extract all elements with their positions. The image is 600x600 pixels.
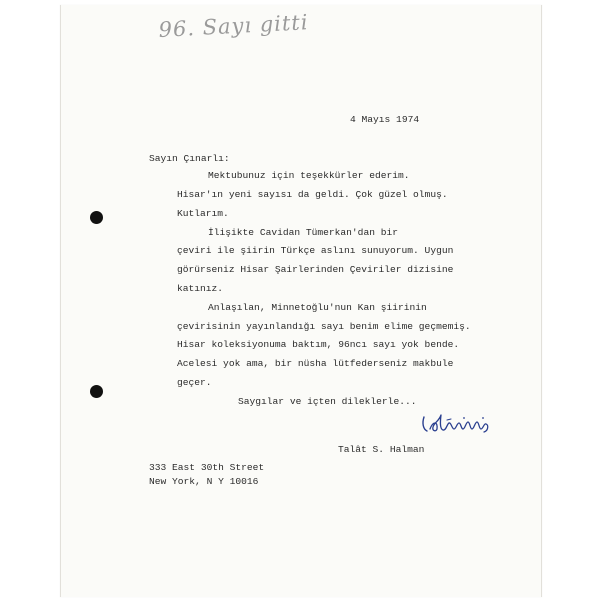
binder-hole-bottom — [90, 385, 103, 398]
sender-address-line: 333 East 30th Street — [149, 462, 265, 473]
binder-hole-top — [90, 211, 103, 224]
letter-line: çeviri ile şiirin Türkçe aslını sunuyorum. Uygun — [177, 245, 454, 256]
letter-line: çevirisinin yayınlandığı sayı benim elime geçmemiş. — [177, 321, 471, 332]
letter-line: katınız. — [177, 283, 224, 294]
sender-address-line: New York, N Y 10016 — [149, 476, 259, 487]
letter-line: Mektubunuz için teşekkürler ederim. — [208, 170, 410, 181]
letter-line: Acelesi yok ama, bir nüsha lütfederseniz makbule — [177, 358, 454, 369]
letter-line: görürseniz Hisar Şairlerinden Çeviriler dizisine — [177, 264, 454, 275]
letter-page — [60, 5, 542, 597]
letter-salutation: Sayın Çınarlı: — [149, 153, 230, 164]
letter-line: Hisar'ın yeni sayısı da geldi. Çok güzel olmuş. — [177, 189, 448, 200]
letter-line: İlişikte Cavidan Tümerkan'dan bir — [208, 227, 398, 238]
letter-line: Kutlarım. — [177, 208, 229, 219]
letter-line: Hisar koleksiyonuma baktım, 96ncı sayı yok bende. — [177, 339, 460, 350]
handwritten-signature — [420, 409, 492, 443]
letter-date: 4 Mayıs 1974 — [350, 114, 420, 125]
letter-line: Anlaşılan, Minnetoğlu'nun Kan şiirinin — [208, 302, 427, 313]
letter-line: geçer. — [177, 377, 212, 388]
handwritten-pencil-note: 96. Sayı gitti — [158, 10, 310, 42]
letter-closing: Saygılar ve içten dileklerle... — [238, 396, 417, 407]
signer-name: Talât S. Halman — [338, 444, 425, 455]
